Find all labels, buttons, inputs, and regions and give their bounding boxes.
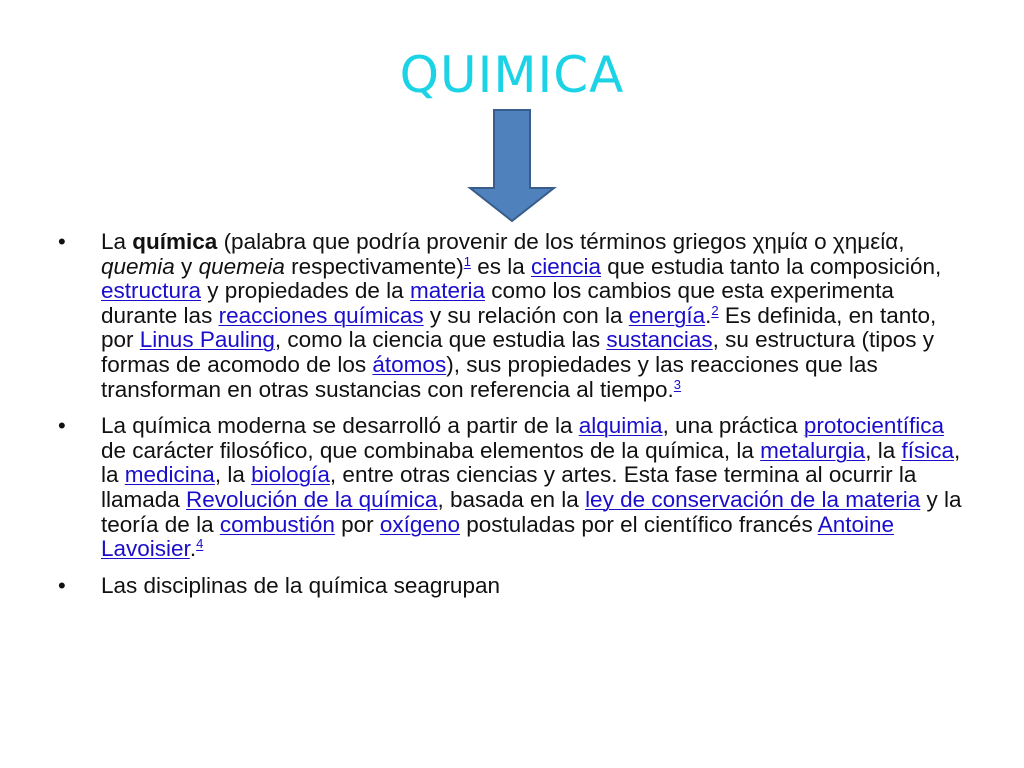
text: , la bbox=[865, 437, 902, 463]
text: ), sus propiedades y las reacciones que las transforman en otras sustancias con referencia al tiempo. bbox=[101, 351, 878, 402]
text: , la bbox=[214, 462, 252, 488]
link-combustion[interactable]: combustión bbox=[219, 511, 335, 537]
italic-term-quemeia: quemeia bbox=[198, 253, 285, 279]
text: La química moderna se desarrolló a partir de la bbox=[101, 413, 579, 439]
footnote-link-2[interactable]: 2 bbox=[711, 302, 719, 318]
text: y la teoría de la bbox=[101, 486, 962, 537]
text: Es definida, en tanto, por bbox=[101, 302, 937, 353]
link-ley-de-conservacion[interactable]: ley de conservación de la materia bbox=[585, 486, 921, 512]
bullet-marker: • bbox=[58, 572, 66, 598]
bullet-item-1 bbox=[58, 230, 970, 402]
link-alquimia[interactable]: alquimia bbox=[578, 413, 663, 439]
link-sustancias[interactable]: sustancias bbox=[606, 327, 713, 353]
text: y propiedades de la bbox=[201, 278, 410, 304]
bullet-item-3 bbox=[58, 574, 970, 599]
text: respectivamente) bbox=[284, 253, 464, 279]
bullet-item-2 bbox=[58, 414, 970, 562]
text: Las disciplinas de la química seagrupan bbox=[101, 572, 500, 598]
link-atomos[interactable]: átomos bbox=[372, 351, 447, 377]
link-oxigeno[interactable]: oxígeno bbox=[379, 511, 460, 537]
text: postuladas por el científico francés bbox=[460, 511, 818, 537]
bold-term-quimica: química bbox=[132, 229, 218, 254]
link-estructura[interactable]: estructura bbox=[101, 278, 202, 304]
text: es la bbox=[470, 253, 531, 279]
text: . bbox=[189, 536, 197, 562]
text: , basada en la bbox=[437, 486, 586, 512]
link-energia[interactable]: energía bbox=[628, 302, 706, 328]
link-materia[interactable]: materia bbox=[409, 278, 485, 304]
text: (palabra que podría provenir de los términos griegos χημία o χημεία, bbox=[217, 229, 905, 254]
footnote-link-1[interactable]: 1 bbox=[463, 253, 471, 269]
italic-term-quemia: quemia bbox=[101, 253, 175, 279]
bullet-marker: • bbox=[58, 229, 66, 254]
text: La bbox=[101, 229, 133, 254]
text: , su estructura (tipos y formas de acomodo de los bbox=[101, 327, 934, 377]
link-protocientifica[interactable]: protocientífica bbox=[803, 413, 944, 439]
down-arrow-icon bbox=[462, 108, 562, 224]
link-fisica[interactable]: física bbox=[901, 437, 954, 463]
bullet-list bbox=[58, 230, 970, 610]
text: que estudia tanto la composición, bbox=[601, 253, 942, 279]
text: de carácter filosófico, que combinaba elementos de la química, la bbox=[101, 437, 761, 463]
text: . bbox=[705, 302, 712, 328]
link-ciencia[interactable]: ciencia bbox=[530, 253, 602, 279]
text: y bbox=[174, 253, 199, 279]
link-antoine-lavoisier[interactable]: Antoine Lavoisier bbox=[101, 511, 895, 562]
text: , como la ciencia que estudia las bbox=[274, 327, 607, 353]
link-medicina[interactable]: medicina bbox=[124, 462, 215, 488]
bullet-marker: • bbox=[58, 413, 66, 439]
footnote-link-3[interactable]: 3 bbox=[673, 376, 682, 392]
text: como los cambios que esta experimenta durante las bbox=[101, 278, 894, 328]
slide-title: QUIMICA bbox=[399, 46, 625, 104]
link-revolucion-de-la-quimica[interactable]: Revolución de la química bbox=[186, 486, 438, 512]
link-biologia[interactable]: biología bbox=[251, 462, 330, 488]
text: , una práctica bbox=[662, 413, 804, 439]
footnote-link-4[interactable]: 4 bbox=[196, 536, 204, 552]
link-reacciones-quimicas[interactable]: reacciones químicas bbox=[218, 302, 424, 328]
text: , la bbox=[101, 437, 961, 488]
link-linus-pauling[interactable]: Linus Pauling bbox=[139, 327, 275, 353]
text: y su relación con la bbox=[423, 302, 629, 328]
text: por bbox=[334, 511, 380, 537]
link-metalurgia[interactable]: metalurgia bbox=[760, 437, 866, 463]
text: , entre otras ciencias y artes. Esta fase termina al ocurrir la llamada bbox=[101, 462, 917, 512]
